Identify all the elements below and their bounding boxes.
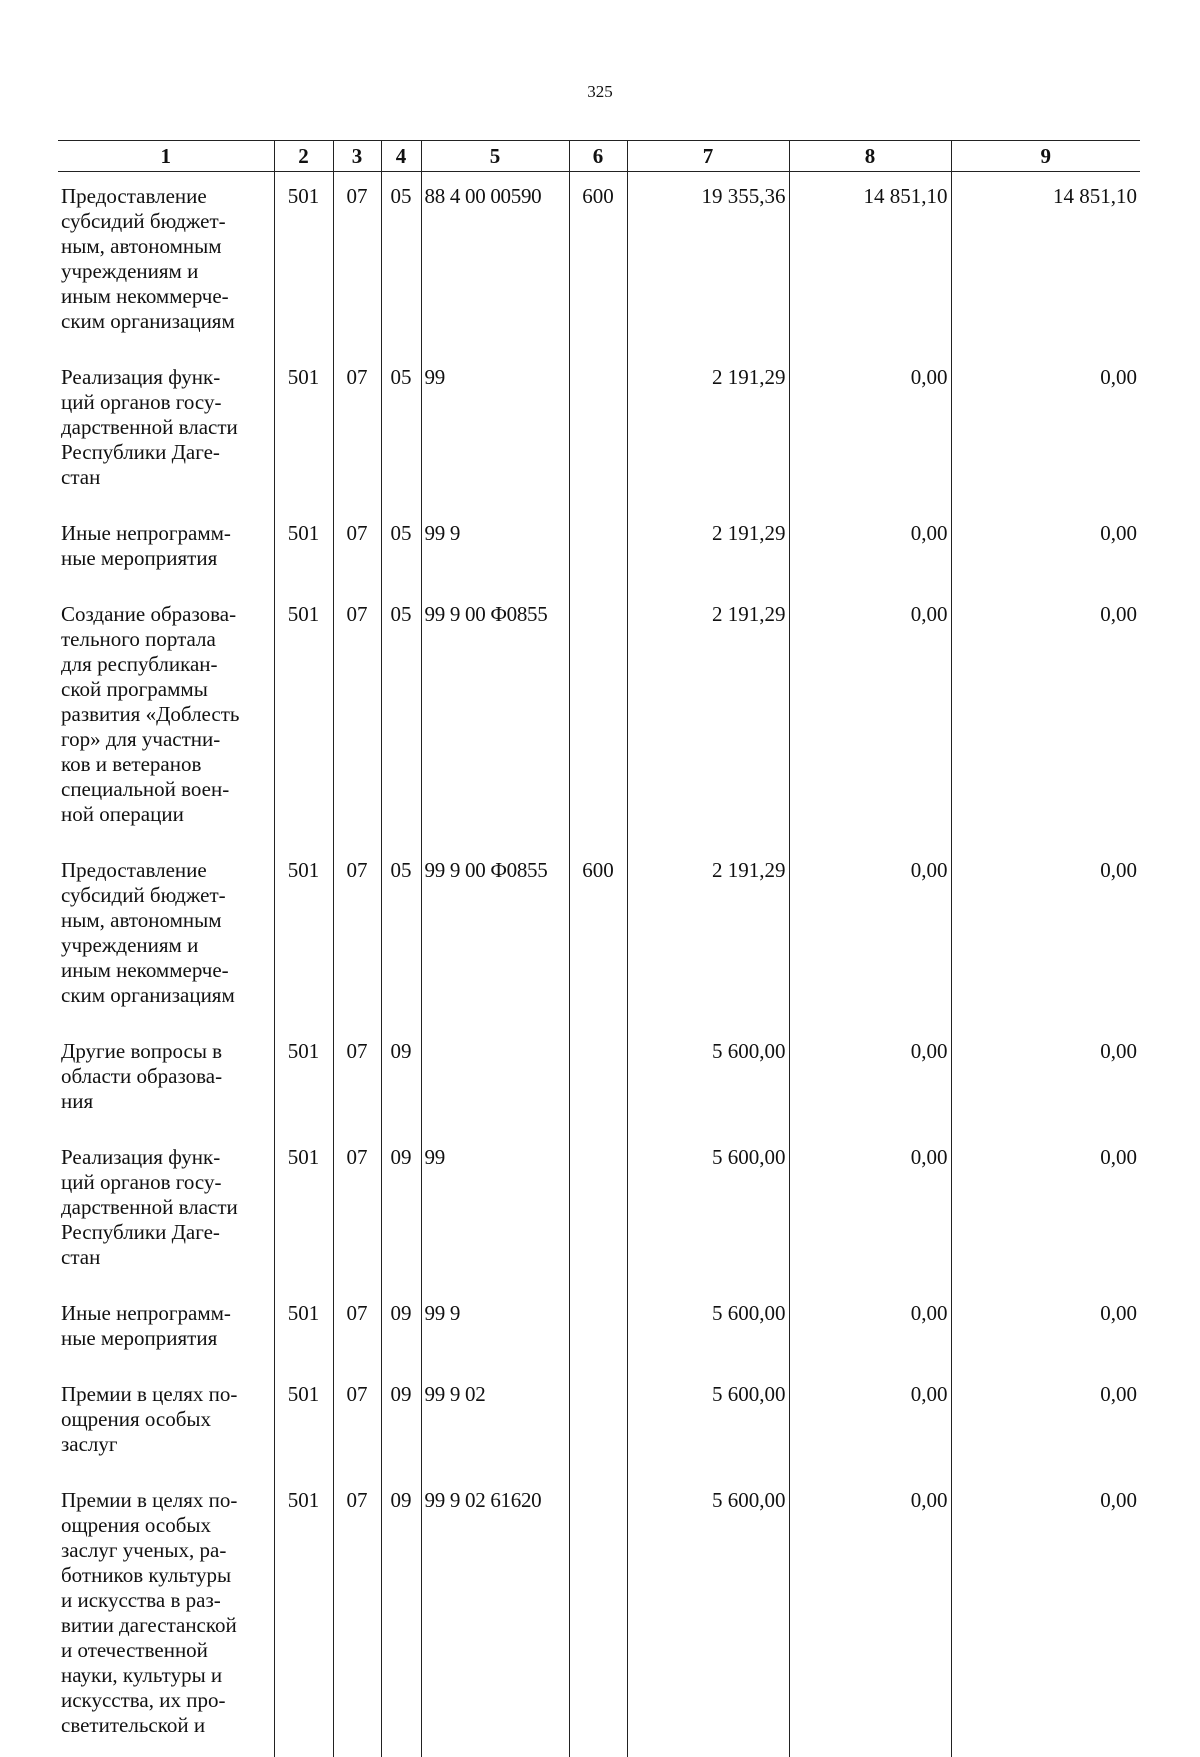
amount-year3-cell: 0,00 [951,846,1140,1027]
row-name-line: ций органов госу- [61,1170,271,1195]
table-row [58,1027,1140,1133]
ministry-code-cell: 501 [274,1027,333,1133]
row-name-line: субсидий бюджет- [61,209,271,234]
row-name-line: заслуг ученых, ра- [61,1538,271,1563]
budget-table [58,140,1140,1757]
row-name-line: иным некоммерче- [61,284,271,309]
row-name-line: Республики Даге- [61,1220,271,1245]
target-article-cell [421,1027,569,1133]
subsection-code-cell: 05 [381,846,421,1027]
target-article-cell: 99 9 00 Ф0855 [421,590,569,846]
ministry-code-cell: 501 [274,353,333,509]
table-header-row [58,141,1140,172]
amount-year1-cell: 5 600,00 [627,1289,789,1370]
amount-year3-cell: 14 851,10 [951,172,1140,354]
row-name-line: и искусства в раз- [61,1588,271,1613]
amount-year2-cell: 0,00 [789,1133,951,1289]
amount-year2-cell: 0,00 [789,1027,951,1133]
amount-year2-cell: 0,00 [789,846,951,1027]
target-article-cell: 99 9 00 Ф0855 [421,846,569,1027]
row-name-line: ощрения особых [61,1407,271,1432]
amount-year3-cell: 0,00 [951,1289,1140,1370]
expense-type-cell [569,509,627,590]
row-name-cell [58,172,274,354]
amount-year2-cell: 0,00 [789,509,951,590]
expense-type-cell [569,1289,627,1370]
row-name-line: дарственной власти [61,1195,271,1220]
amount-year2-cell: 0,00 [789,1289,951,1370]
table-row [58,509,1140,590]
amount-year3-cell: 0,00 [951,590,1140,846]
row-name-line: ским организациям [61,309,271,334]
table-row [58,1476,1140,1757]
row-name-line: ощрения особых [61,1513,271,1538]
row-name-line: ной операции [61,802,271,827]
row-name-line: искусства, их про- [61,1688,271,1713]
row-name-line: Реализация функ- [61,365,271,390]
target-article-cell: 99 [421,353,569,509]
subsection-code-cell: 09 [381,1133,421,1289]
amount-year1-cell: 5 600,00 [627,1027,789,1133]
table-row [58,590,1140,846]
amount-year1-cell: 2 191,29 [627,590,789,846]
header-col-3: 3 [333,141,381,172]
row-name-cell [58,1027,274,1133]
subsection-code-cell: 05 [381,590,421,846]
header-col-1: 1 [58,141,274,172]
row-name-cell [58,1370,274,1476]
header-col-6: 6 [569,141,627,172]
target-article-cell: 99 9 02 61620 [421,1476,569,1757]
amount-year1-cell: 2 191,29 [627,509,789,590]
row-name-line: иным некоммерче- [61,958,271,983]
row-name-cell [58,353,274,509]
header-col-4: 4 [381,141,421,172]
subsection-code-cell: 05 [381,353,421,509]
table-row [58,1133,1140,1289]
expense-type-cell [569,1370,627,1476]
amount-year2-cell: 0,00 [789,353,951,509]
row-name-line: витии дагестанской [61,1613,271,1638]
expense-type-cell [569,1133,627,1289]
subsection-code-cell: 09 [381,1027,421,1133]
row-name-line: субсидий бюджет- [61,883,271,908]
row-name-line: ным, автономным [61,234,271,259]
row-name-line: заслуг [61,1432,271,1457]
expense-type-cell [569,1476,627,1757]
header-col-8: 8 [789,141,951,172]
header-col-2: 2 [274,141,333,172]
amount-year1-cell: 5 600,00 [627,1133,789,1289]
row-name-cell [58,509,274,590]
row-name-line: тельного портала [61,627,271,652]
amount-year1-cell: 2 191,29 [627,846,789,1027]
ministry-code-cell: 501 [274,590,333,846]
ministry-code-cell: 501 [274,172,333,354]
expense-type-cell [569,1027,627,1133]
row-name-line: ния [61,1089,271,1114]
row-name-line: ным, автономным [61,908,271,933]
target-article-cell: 99 9 02 [421,1370,569,1476]
row-name-cell [58,590,274,846]
expense-type-cell: 600 [569,846,627,1027]
expense-type-cell [569,353,627,509]
row-name-line: ским организациям [61,983,271,1008]
row-name-line: стан [61,1245,271,1270]
section-code-cell: 07 [333,1476,381,1757]
amount-year3-cell: 0,00 [951,1370,1140,1476]
row-name-line: специальной воен- [61,777,271,802]
row-name-line: науки, культуры и [61,1663,271,1688]
ministry-code-cell: 501 [274,1370,333,1476]
row-name-line: дарственной власти [61,415,271,440]
amount-year3-cell: 0,00 [951,1133,1140,1289]
table-row [58,846,1140,1027]
amount-year1-cell: 5 600,00 [627,1476,789,1757]
row-name-line: ные мероприятия [61,1326,271,1351]
table-row [58,353,1140,509]
row-name-line: гор» для участни- [61,727,271,752]
section-code-cell: 07 [333,1289,381,1370]
amount-year3-cell: 0,00 [951,509,1140,590]
target-article-cell: 99 9 [421,509,569,590]
row-name-cell [58,1476,274,1757]
amount-year2-cell: 14 851,10 [789,172,951,354]
row-name-line: Иные непрограмм- [61,1301,271,1326]
amount-year3-cell: 0,00 [951,1027,1140,1133]
header-col-5: 5 [421,141,569,172]
amount-year1-cell: 2 191,29 [627,353,789,509]
ministry-code-cell: 501 [274,509,333,590]
row-name-line: Реализация функ- [61,1145,271,1170]
ministry-code-cell: 501 [274,846,333,1027]
subsection-code-cell: 09 [381,1370,421,1476]
subsection-code-cell: 05 [381,509,421,590]
target-article-cell: 99 9 [421,1289,569,1370]
row-name-line: светительской и [61,1713,271,1738]
expense-type-cell: 600 [569,172,627,354]
budget-table-frame [58,140,1140,1594]
amount-year1-cell: 5 600,00 [627,1370,789,1476]
row-name-line: Премии в целях по- [61,1488,271,1513]
section-code-cell: 07 [333,1133,381,1289]
row-name-line: ботников культуры [61,1563,271,1588]
row-name-cell [58,1289,274,1370]
row-name-line: Премии в целях по- [61,1382,271,1407]
amount-year3-cell: 0,00 [951,353,1140,509]
subsection-code-cell: 05 [381,172,421,354]
row-name-line: ций органов госу- [61,390,271,415]
table-row [58,172,1140,354]
section-code-cell: 07 [333,1370,381,1476]
row-name-line: Предоставление [61,858,271,883]
row-name-line: Республики Даге- [61,440,271,465]
row-name-line: ской программы [61,677,271,702]
row-name-line: и отечественной [61,1638,271,1663]
amount-year2-cell: 0,00 [789,1370,951,1476]
amount-year3-cell: 0,00 [951,1476,1140,1757]
row-name-cell [58,1133,274,1289]
header-col-7: 7 [627,141,789,172]
row-name-line: Другие вопросы в [61,1039,271,1064]
table-row [58,1289,1140,1370]
section-code-cell: 07 [333,172,381,354]
subsection-code-cell: 09 [381,1289,421,1370]
ministry-code-cell: 501 [274,1476,333,1757]
section-code-cell: 07 [333,846,381,1027]
ministry-code-cell: 501 [274,1133,333,1289]
row-name-line: Иные непрограмм- [61,521,271,546]
subsection-code-cell: 09 [381,1476,421,1757]
row-name-cell [58,846,274,1027]
row-name-line: Создание образова- [61,602,271,627]
target-article-cell: 88 4 00 00590 [421,172,569,354]
amount-year2-cell: 0,00 [789,590,951,846]
page-number: 325 [0,82,1200,102]
table-row [58,1370,1140,1476]
section-code-cell: 07 [333,353,381,509]
header-col-9: 9 [951,141,1140,172]
section-code-cell: 07 [333,509,381,590]
section-code-cell: 07 [333,1027,381,1133]
row-name-line: области образова- [61,1064,271,1089]
table-body [58,172,1140,1757]
row-name-line: развития «Доблесть [61,702,271,727]
row-name-line: ков и ветеранов [61,752,271,777]
row-name-line: учреждениям и [61,259,271,284]
ministry-code-cell: 501 [274,1289,333,1370]
row-name-line: стан [61,465,271,490]
section-code-cell: 07 [333,590,381,846]
row-name-line: учреждениям и [61,933,271,958]
amount-year2-cell: 0,00 [789,1476,951,1757]
row-name-line: ные мероприятия [61,546,271,571]
amount-year1-cell: 19 355,36 [627,172,789,354]
target-article-cell: 99 [421,1133,569,1289]
expense-type-cell [569,590,627,846]
row-name-line: Предоставление [61,184,271,209]
row-name-line: для республикан- [61,652,271,677]
